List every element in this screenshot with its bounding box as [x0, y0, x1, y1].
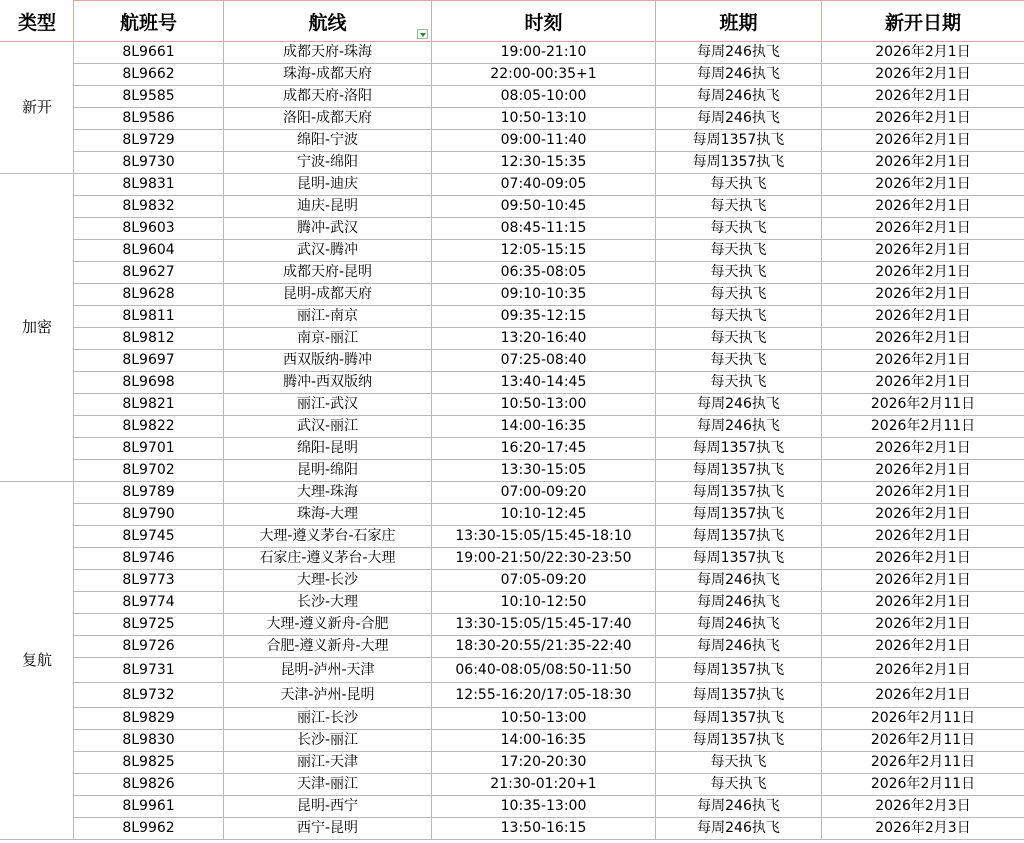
- schedule-cell[interactable]: 每天执飞: [656, 328, 822, 350]
- flight-number-cell[interactable]: 8L9826: [74, 774, 224, 796]
- route-cell[interactable]: 成都天府-珠海: [224, 42, 432, 64]
- time-cell[interactable]: 09:00-11:40: [432, 130, 656, 152]
- time-cell[interactable]: 22:00-00:35+1: [432, 64, 656, 86]
- time-cell[interactable]: 10:50-13:00: [432, 394, 656, 416]
- route-cell[interactable]: 长沙-丽江: [224, 730, 432, 752]
- flight-number-cell[interactable]: 8L9604: [74, 240, 224, 262]
- schedule-cell[interactable]: 每周246执飞: [656, 416, 822, 438]
- route-cell[interactable]: 昆明-迪庆: [224, 174, 432, 196]
- route-cell[interactable]: 珠海-大理: [224, 504, 432, 526]
- start-date-cell[interactable]: 2026年2月11日: [822, 708, 1024, 730]
- time-cell[interactable]: 13:30-15:05/15:45-18:10: [432, 526, 656, 548]
- time-cell[interactable]: 13:20-16:40: [432, 328, 656, 350]
- route-cell[interactable]: 石家庄-遵义茅台-大理: [224, 548, 432, 570]
- start-date-cell[interactable]: 2026年2月1日: [822, 240, 1024, 262]
- schedule-cell[interactable]: 每周246执飞: [656, 796, 822, 818]
- schedule-cell[interactable]: 每天执飞: [656, 372, 822, 394]
- flight-number-cell[interactable]: 8L9822: [74, 416, 224, 438]
- table-row: [1, 394, 1024, 416]
- header-schedule[interactable]: 班期: [656, 1, 822, 42]
- time-cell[interactable]: 08:05-10:00: [432, 86, 656, 108]
- route-cell[interactable]: 腾冲-武汉: [224, 218, 432, 240]
- time-cell[interactable]: 09:10-10:35: [432, 284, 656, 306]
- route-cell[interactable]: 腾冲-西双版纳: [224, 372, 432, 394]
- route-cell[interactable]: 丽江-长沙: [224, 708, 432, 730]
- route-cell[interactable]: 丽江-武汉: [224, 394, 432, 416]
- schedule-cell[interactable]: 每周1357执飞: [656, 708, 822, 730]
- route-cell[interactable]: 天津-丽江: [224, 774, 432, 796]
- start-date-cell[interactable]: 2026年2月1日: [822, 42, 1024, 64]
- route-cell[interactable]: 昆明-西宁: [224, 796, 432, 818]
- schedule-cell[interactable]: 每天执飞: [656, 262, 822, 284]
- time-cell[interactable]: 16:20-17:45: [432, 438, 656, 460]
- flight-number-cell[interactable]: 8L9829: [74, 708, 224, 730]
- time-cell[interactable]: 10:50-13:10: [432, 108, 656, 130]
- schedule-cell[interactable]: 每天执飞: [656, 240, 822, 262]
- route-cell[interactable]: 武汉-腾冲: [224, 240, 432, 262]
- route-cell[interactable]: 成都天府-昆明: [224, 262, 432, 284]
- flight-number-cell[interactable]: 8L9701: [74, 438, 224, 460]
- table-row: [1, 262, 1024, 284]
- time-cell[interactable]: 10:10-12:45: [432, 504, 656, 526]
- time-cell[interactable]: 07:05-09:20: [432, 570, 656, 592]
- flight-number-cell[interactable]: 8L9832: [74, 196, 224, 218]
- start-date-cell[interactable]: 2026年2月1日: [822, 570, 1024, 592]
- table-row: [1, 328, 1024, 350]
- start-date-cell[interactable]: 2026年2月1日: [822, 614, 1024, 636]
- schedule-cell[interactable]: 每天执飞: [656, 774, 822, 796]
- start-date-cell[interactable]: 2026年2月1日: [822, 504, 1024, 526]
- flight-number-cell[interactable]: 8L9962: [74, 818, 224, 840]
- schedule-cell[interactable]: 每天执飞: [656, 284, 822, 306]
- schedule-cell[interactable]: 每周246执飞: [656, 42, 822, 64]
- time-cell[interactable]: 14:00-16:35: [432, 730, 656, 752]
- start-date-cell[interactable]: 2026年2月11日: [822, 752, 1024, 774]
- start-date-cell[interactable]: 2026年2月11日: [822, 774, 1024, 796]
- start-date-cell[interactable]: 2026年2月11日: [822, 394, 1024, 416]
- route-cell[interactable]: 丽江-天津: [224, 752, 432, 774]
- table-row: [1, 730, 1024, 752]
- table-row: [1, 482, 1024, 504]
- flight-number-cell[interactable]: 8L9830: [74, 730, 224, 752]
- time-cell[interactable]: 19:00-21:10: [432, 42, 656, 64]
- start-date-cell[interactable]: 2026年2月1日: [822, 284, 1024, 306]
- table-row: [1, 708, 1024, 730]
- table-row: [1, 108, 1024, 130]
- header-flight-number[interactable]: 航班号: [74, 1, 224, 42]
- table-row: [1, 683, 1024, 708]
- table-row: [1, 818, 1024, 840]
- time-cell[interactable]: 08:45-11:15: [432, 218, 656, 240]
- flight-number-cell[interactable]: 8L9698: [74, 372, 224, 394]
- start-date-cell[interactable]: 2026年2月1日: [822, 218, 1024, 240]
- flight-number-cell[interactable]: 8L9662: [74, 64, 224, 86]
- start-date-cell[interactable]: 2026年2月1日: [822, 526, 1024, 548]
- start-date-cell[interactable]: 2026年2月3日: [822, 818, 1024, 840]
- table-row: [1, 636, 1024, 658]
- time-cell[interactable]: 10:50-13:00: [432, 708, 656, 730]
- start-date-cell[interactable]: 2026年2月1日: [822, 636, 1024, 658]
- table-row: [1, 196, 1024, 218]
- schedule-cell[interactable]: 每天执飞: [656, 306, 822, 328]
- flight-number-cell[interactable]: 8L9746: [74, 548, 224, 570]
- time-cell[interactable]: 12:55-16:20/17:05-18:30: [432, 683, 656, 708]
- start-date-cell[interactable]: 2026年2月3日: [822, 796, 1024, 818]
- table-row: [1, 570, 1024, 592]
- flight-number-cell[interactable]: 8L9730: [74, 152, 224, 174]
- route-cell[interactable]: 昆明-泸州-天津: [224, 658, 432, 683]
- route-cell[interactable]: 长沙-大理: [224, 592, 432, 614]
- schedule-cell[interactable]: 每周1357执飞: [656, 130, 822, 152]
- schedule-cell[interactable]: 每周1357执飞: [656, 460, 822, 482]
- flight-number-cell[interactable]: 8L9731: [74, 658, 224, 683]
- header-type[interactable]: 类型: [1, 1, 74, 42]
- schedule-cell[interactable]: 每周246执飞: [656, 86, 822, 108]
- flight-number-cell[interactable]: 8L9812: [74, 328, 224, 350]
- route-cell[interactable]: 大理-珠海: [224, 482, 432, 504]
- flight-number-cell[interactable]: 8L9627: [74, 262, 224, 284]
- start-date-cell[interactable]: 2026年2月1日: [822, 482, 1024, 504]
- route-cell[interactable]: 迪庆-昆明: [224, 196, 432, 218]
- route-cell[interactable]: 洛阳-成都天府: [224, 108, 432, 130]
- table-row: [1, 86, 1024, 108]
- route-cell[interactable]: 珠海-成都天府: [224, 64, 432, 86]
- flight-number-cell[interactable]: 8L9773: [74, 570, 224, 592]
- start-date-cell[interactable]: 2026年2月1日: [822, 328, 1024, 350]
- route-cell[interactable]: 合肥-遵义新舟-大理: [224, 636, 432, 658]
- time-cell[interactable]: 19:00-21:50/22:30-23:50: [432, 548, 656, 570]
- time-cell[interactable]: 10:10-12:50: [432, 592, 656, 614]
- time-cell[interactable]: 10:35-13:00: [432, 796, 656, 818]
- schedule-cell[interactable]: 每天执飞: [656, 218, 822, 240]
- schedule-cell[interactable]: 每周246执飞: [656, 636, 822, 658]
- flight-number-cell[interactable]: 8L9726: [74, 636, 224, 658]
- start-date-cell[interactable]: 2026年2月1日: [822, 372, 1024, 394]
- start-date-cell[interactable]: 2026年2月1日: [822, 683, 1024, 708]
- flight-number-cell[interactable]: 8L9732: [74, 683, 224, 708]
- table-row: [1, 306, 1024, 328]
- schedule-cell[interactable]: 每天执飞: [656, 174, 822, 196]
- route-cell[interactable]: 昆明-成都天府: [224, 284, 432, 306]
- route-cell[interactable]: 西宁-昆明: [224, 818, 432, 840]
- time-cell[interactable]: 07:00-09:20: [432, 482, 656, 504]
- flight-number-cell[interactable]: 8L9961: [74, 796, 224, 818]
- flight-number-cell[interactable]: 8L9697: [74, 350, 224, 372]
- flight-number-cell[interactable]: 8L9821: [74, 394, 224, 416]
- time-cell[interactable]: 13:30-15:05/15:45-17:40: [432, 614, 656, 636]
- time-cell[interactable]: 12:05-15:15: [432, 240, 656, 262]
- table-row: [1, 526, 1024, 548]
- flight-number-cell[interactable]: 8L9745: [74, 526, 224, 548]
- table-row: [1, 218, 1024, 240]
- flight-number-cell[interactable]: 8L9774: [74, 592, 224, 614]
- type-cell[interactable]: 复航: [1, 482, 74, 840]
- flight-number-cell[interactable]: 8L9811: [74, 306, 224, 328]
- start-date-cell[interactable]: 2026年2月11日: [822, 416, 1024, 438]
- time-cell[interactable]: 14:00-16:35: [432, 416, 656, 438]
- table-row: [1, 240, 1024, 262]
- schedule-cell[interactable]: 每周1357执飞: [656, 683, 822, 708]
- route-cell[interactable]: 武汉-丽江: [224, 416, 432, 438]
- schedule-cell[interactable]: 每周1357执飞: [656, 526, 822, 548]
- schedule-cell[interactable]: 每周246执飞: [656, 614, 822, 636]
- start-date-cell[interactable]: 2026年2月1日: [822, 130, 1024, 152]
- start-date-cell[interactable]: 2026年2月1日: [822, 460, 1024, 482]
- schedule-cell[interactable]: 每周246执飞: [656, 64, 822, 86]
- schedule-cell[interactable]: 每周246执飞: [656, 108, 822, 130]
- schedule-cell[interactable]: 每周246执飞: [656, 394, 822, 416]
- flight-number-cell[interactable]: 8L9729: [74, 130, 224, 152]
- header-route-label: 航线: [308, 11, 347, 34]
- schedule-cell[interactable]: 每周1357执飞: [656, 438, 822, 460]
- schedule-cell[interactable]: 每周1357执飞: [656, 152, 822, 174]
- time-cell[interactable]: 17:20-20:30: [432, 752, 656, 774]
- time-cell[interactable]: 07:25-08:40: [432, 350, 656, 372]
- header-start-date[interactable]: 新开日期: [822, 1, 1024, 42]
- time-cell[interactable]: 21:30-01:20+1: [432, 774, 656, 796]
- start-date-cell[interactable]: 2026年2月1日: [822, 658, 1024, 683]
- schedule-cell[interactable]: 每周1357执飞: [656, 658, 822, 683]
- route-cell[interactable]: 昆明-绵阳: [224, 460, 432, 482]
- table-body: [1, 42, 1024, 840]
- time-cell[interactable]: 09:35-12:15: [432, 306, 656, 328]
- time-cell[interactable]: 06:35-08:05: [432, 262, 656, 284]
- table-row: [1, 152, 1024, 174]
- table-row: [1, 42, 1024, 64]
- time-cell[interactable]: 13:50-16:15: [432, 818, 656, 840]
- flight-number-cell[interactable]: 8L9702: [74, 460, 224, 482]
- start-date-cell[interactable]: 2026年2月1日: [822, 350, 1024, 372]
- start-date-cell[interactable]: 2026年2月1日: [822, 306, 1024, 328]
- route-cell[interactable]: 南京-丽江: [224, 328, 432, 350]
- flight-number-cell[interactable]: 8L9585: [74, 86, 224, 108]
- flight-number-cell[interactable]: 8L9586: [74, 108, 224, 130]
- schedule-cell[interactable]: 每天执飞: [656, 350, 822, 372]
- start-date-cell[interactable]: 2026年2月11日: [822, 730, 1024, 752]
- header-time[interactable]: 时刻: [432, 1, 656, 42]
- schedule-cell[interactable]: 每天执飞: [656, 196, 822, 218]
- time-cell[interactable]: 12:30-15:35: [432, 152, 656, 174]
- route-cell[interactable]: 大理-遵义新舟-合肥: [224, 614, 432, 636]
- table-row: [1, 504, 1024, 526]
- table-row: [1, 774, 1024, 796]
- flight-number-cell[interactable]: 8L9790: [74, 504, 224, 526]
- start-date-cell[interactable]: 2026年2月1日: [822, 108, 1024, 130]
- table-row: [1, 416, 1024, 438]
- filter-dropdown-icon[interactable]: [417, 29, 428, 39]
- flight-number-cell[interactable]: 8L9789: [74, 482, 224, 504]
- start-date-cell[interactable]: 2026年2月1日: [822, 196, 1024, 218]
- schedule-cell[interactable]: 每天执飞: [656, 752, 822, 774]
- route-cell[interactable]: 绵阳-宁波: [224, 130, 432, 152]
- route-cell[interactable]: 大理-遵义茅台-石家庄: [224, 526, 432, 548]
- flight-number-cell[interactable]: 8L9825: [74, 752, 224, 774]
- schedule-cell[interactable]: 每周1357执飞: [656, 730, 822, 752]
- schedule-cell[interactable]: 每周1357执飞: [656, 482, 822, 504]
- table-row: [1, 592, 1024, 614]
- schedule-cell[interactable]: 每周246执飞: [656, 570, 822, 592]
- table-row: [1, 130, 1024, 152]
- table-row: [1, 752, 1024, 774]
- time-cell[interactable]: 13:40-14:45: [432, 372, 656, 394]
- table-row: [1, 372, 1024, 394]
- flight-number-cell[interactable]: 8L9628: [74, 284, 224, 306]
- start-date-cell[interactable]: 2026年2月1日: [822, 86, 1024, 108]
- header-row: [1, 1, 1024, 42]
- schedule-cell[interactable]: 每周246执飞: [656, 818, 822, 840]
- table-row: [1, 284, 1024, 306]
- flight-number-cell[interactable]: 8L9603: [74, 218, 224, 240]
- route-cell[interactable]: 成都天府-洛阳: [224, 86, 432, 108]
- flight-number-cell[interactable]: 8L9831: [74, 174, 224, 196]
- start-date-cell[interactable]: 2026年2月1日: [822, 592, 1024, 614]
- table-row: [1, 796, 1024, 818]
- table-row: [1, 438, 1024, 460]
- schedule-cell[interactable]: 每周246执飞: [656, 592, 822, 614]
- start-date-cell[interactable]: 2026年2月1日: [822, 64, 1024, 86]
- time-cell[interactable]: 07:40-09:05: [432, 174, 656, 196]
- time-cell[interactable]: 06:40-08:05/08:50-11:50: [432, 658, 656, 683]
- route-cell[interactable]: 丽江-南京: [224, 306, 432, 328]
- start-date-cell[interactable]: 2026年2月1日: [822, 174, 1024, 196]
- time-cell[interactable]: 18:30-20:55/21:35-22:40: [432, 636, 656, 658]
- table-row: [1, 460, 1024, 482]
- route-cell[interactable]: 宁波-绵阳: [224, 152, 432, 174]
- flight-number-cell[interactable]: 8L9725: [74, 614, 224, 636]
- time-cell[interactable]: 09:50-10:45: [432, 196, 656, 218]
- flight-number-cell[interactable]: 8L9661: [74, 42, 224, 64]
- route-cell[interactable]: 绵阳-昆明: [224, 438, 432, 460]
- type-cell[interactable]: 新开: [1, 42, 74, 174]
- route-cell[interactable]: 大理-长沙: [224, 570, 432, 592]
- route-cell[interactable]: 西双版纳-腾冲: [224, 350, 432, 372]
- table-row: [1, 658, 1024, 683]
- type-cell[interactable]: 加密: [1, 174, 74, 482]
- table-row: [1, 614, 1024, 636]
- start-date-cell[interactable]: 2026年2月1日: [822, 548, 1024, 570]
- time-cell[interactable]: 13:30-15:05: [432, 460, 656, 482]
- table-row: [1, 350, 1024, 372]
- table-row: [1, 174, 1024, 196]
- start-date-cell[interactable]: 2026年2月1日: [822, 438, 1024, 460]
- start-date-cell[interactable]: 2026年2月1日: [822, 152, 1024, 174]
- table-row: [1, 548, 1024, 570]
- header-route[interactable]: [224, 1, 432, 42]
- table-row: [1, 64, 1024, 86]
- schedule-cell[interactable]: 每周1357执飞: [656, 548, 822, 570]
- route-cell[interactable]: 天津-泸州-昆明: [224, 683, 432, 708]
- schedule-cell[interactable]: 每周1357执飞: [656, 504, 822, 526]
- start-date-cell[interactable]: 2026年2月1日: [822, 262, 1024, 284]
